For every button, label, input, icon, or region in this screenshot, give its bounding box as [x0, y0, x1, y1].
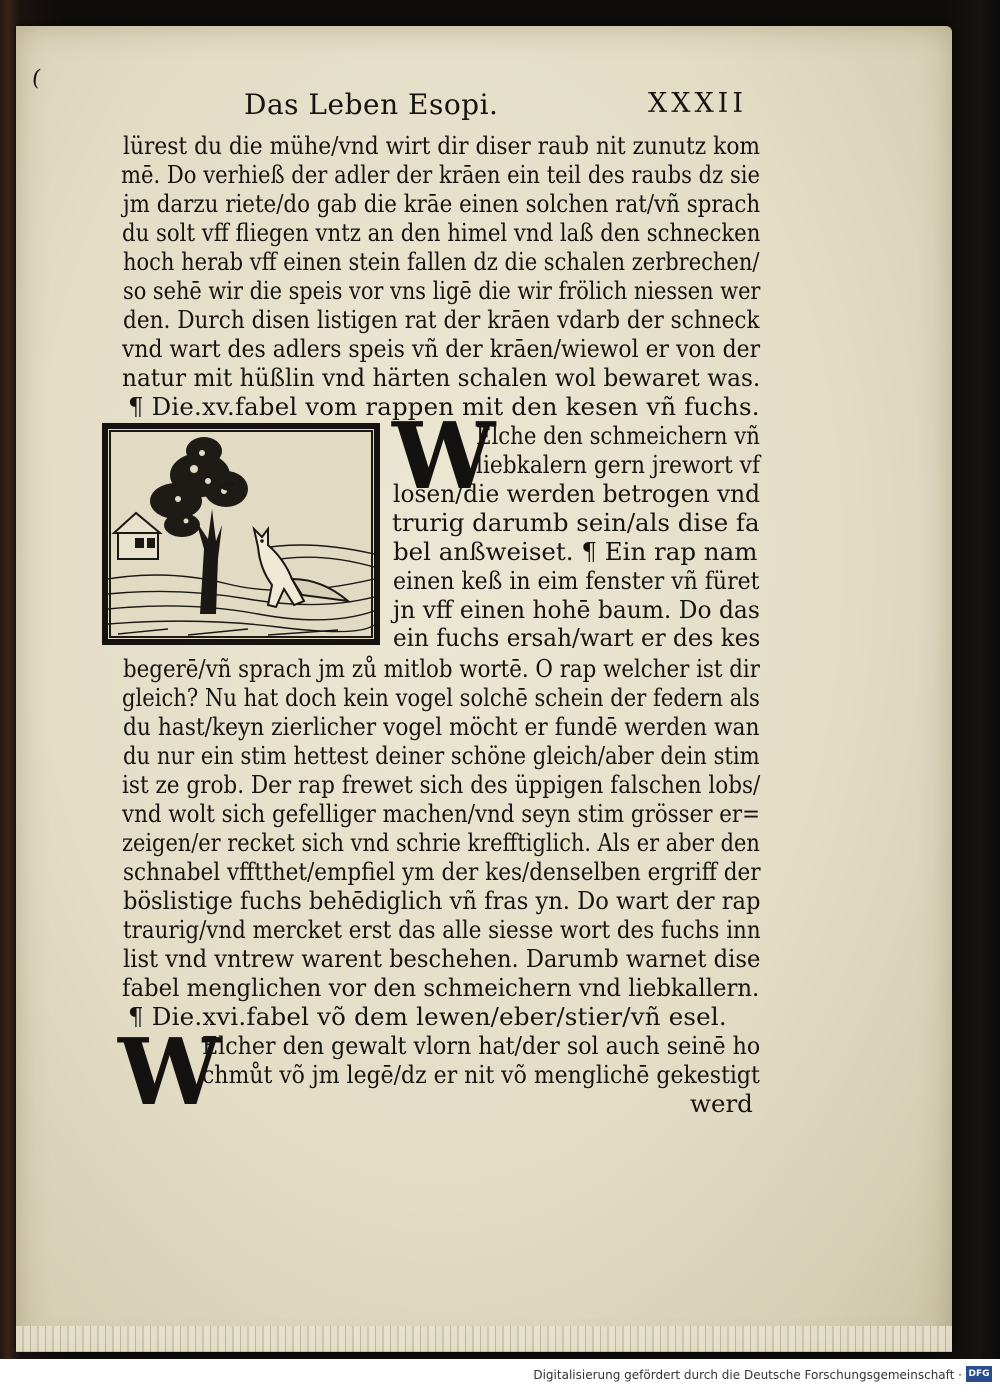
- drop-cap: W: [392, 402, 496, 510]
- text-line: ist ze grob. Der rap frewet sich des üppigen falschen lobs/: [122, 770, 761, 799]
- text-line: böslistige fuchs behēdiglich vñ fras yn. Do wart der rap: [123, 886, 761, 915]
- text-line: schnabel vfftthet/empfiel ym der kes/denselben ergriff der: [123, 857, 761, 886]
- text-line: du solt vff fliegen vntz an den himel vnd laß den schnecken: [122, 218, 761, 247]
- text-line: zeigen/er recket sich vnd schrie krefftiglich. Als er aber den: [122, 828, 760, 857]
- footer-credit: Digitalisierung gefördert durch die Deutsche Forschungsgemeinschaft ·: [533, 1368, 962, 1382]
- fable-heading: ¶ Die.xv.fabel vom rappen mit den kesen vñ fuchs.: [128, 392, 760, 421]
- text-line: Elche den schmeichern vñ: [476, 421, 760, 450]
- catchword: werd: [690, 1089, 753, 1118]
- text-line: list vnd vntrew warent beschehen. Darumb warnet dise: [123, 944, 761, 973]
- text-line: bel anßweiset. ¶ Ein rap nam: [393, 537, 758, 566]
- digitization-footer: [0, 1359, 1000, 1391]
- text-line: losen/die werden betrogen vnd: [393, 479, 761, 508]
- text-line: liebkalern gern jrewort vf: [476, 450, 760, 479]
- text-line: begerē/vñ sprach jm zů mitlob wortē. O rap welcher ist dir: [123, 654, 760, 683]
- text-line: mē. Do verhieß der adler der krāen ein teil des raubs dz sie: [121, 160, 761, 189]
- text-line: lürest du die mühe/vnd wirt dir diser raub nit zunutz kom: [123, 131, 761, 160]
- text-line: jn vff einen hohē baum. Do das: [393, 595, 760, 624]
- text-line: vnd wolt sich gefelliger machen/vnd seyn stim grösser er=: [122, 799, 761, 828]
- running-header: [0, 88, 1000, 126]
- text-line: vnd wart des adlers speis vñ der krāen/wiewol er von der: [122, 334, 761, 363]
- text-line: ein fuchs ersah/wart er des kes: [393, 623, 761, 652]
- dfg-logo: DFG: [966, 1366, 992, 1382]
- text-line: so sehē wir die speis vor vns ligē die wir frölich niessen wer: [123, 276, 761, 305]
- margin-mark: (: [30, 65, 43, 92]
- text-line: trurig darumb sein/als dise fa: [392, 508, 760, 537]
- woodcut-illustration: [102, 423, 380, 645]
- text-line: chmůt võ jm legē/dz er nit võ menglichē gekestigt: [202, 1060, 760, 1089]
- text-line: natur mit hüßlin vnd härten schalen wol bewaret was.: [122, 363, 761, 392]
- text-line: fabel menglichen vor den schmeichern vnd liebkallern.: [122, 973, 760, 1002]
- text-line: du nur ein stim hettest deiner schöne gleich/aber dein stim: [123, 741, 760, 770]
- drop-cap: W: [118, 1018, 222, 1126]
- fox-and-raven-woodcut: [108, 429, 374, 639]
- text-line: jm darzu riete/do gab die krāe einen solchen rat/vñ sprach: [123, 189, 761, 218]
- page-edges: [16, 1326, 952, 1352]
- text-line: hoch herab vff einen stein fallen dz die schalen zerbrechen/: [123, 247, 760, 276]
- fable-heading: ¶ Die.xvi.fabel võ dem lewen/eber/stier/vñ esel.: [128, 1002, 727, 1031]
- text-line: du hast/keyn zierlicher vogel möcht er fundē werden wan: [123, 712, 760, 741]
- running-title: Das Leben Esopi.: [244, 88, 499, 121]
- text-line: Elcher den gewalt vlorn hat/der sol auch seinē ho: [202, 1031, 761, 1060]
- text-line: gleich? Nu hat doch kein vogel solchē schein der federn als: [122, 683, 760, 712]
- text-line: traurig/vnd mercket erst das alle siesse wort des fuchs inn: [123, 915, 761, 944]
- folio-number: XXXII: [648, 88, 747, 119]
- text-line: einen keß in eim fenster vñ füret: [393, 566, 760, 595]
- text-line: den. Durch disen listigen rat der krāen vdarb der schneck: [123, 305, 760, 334]
